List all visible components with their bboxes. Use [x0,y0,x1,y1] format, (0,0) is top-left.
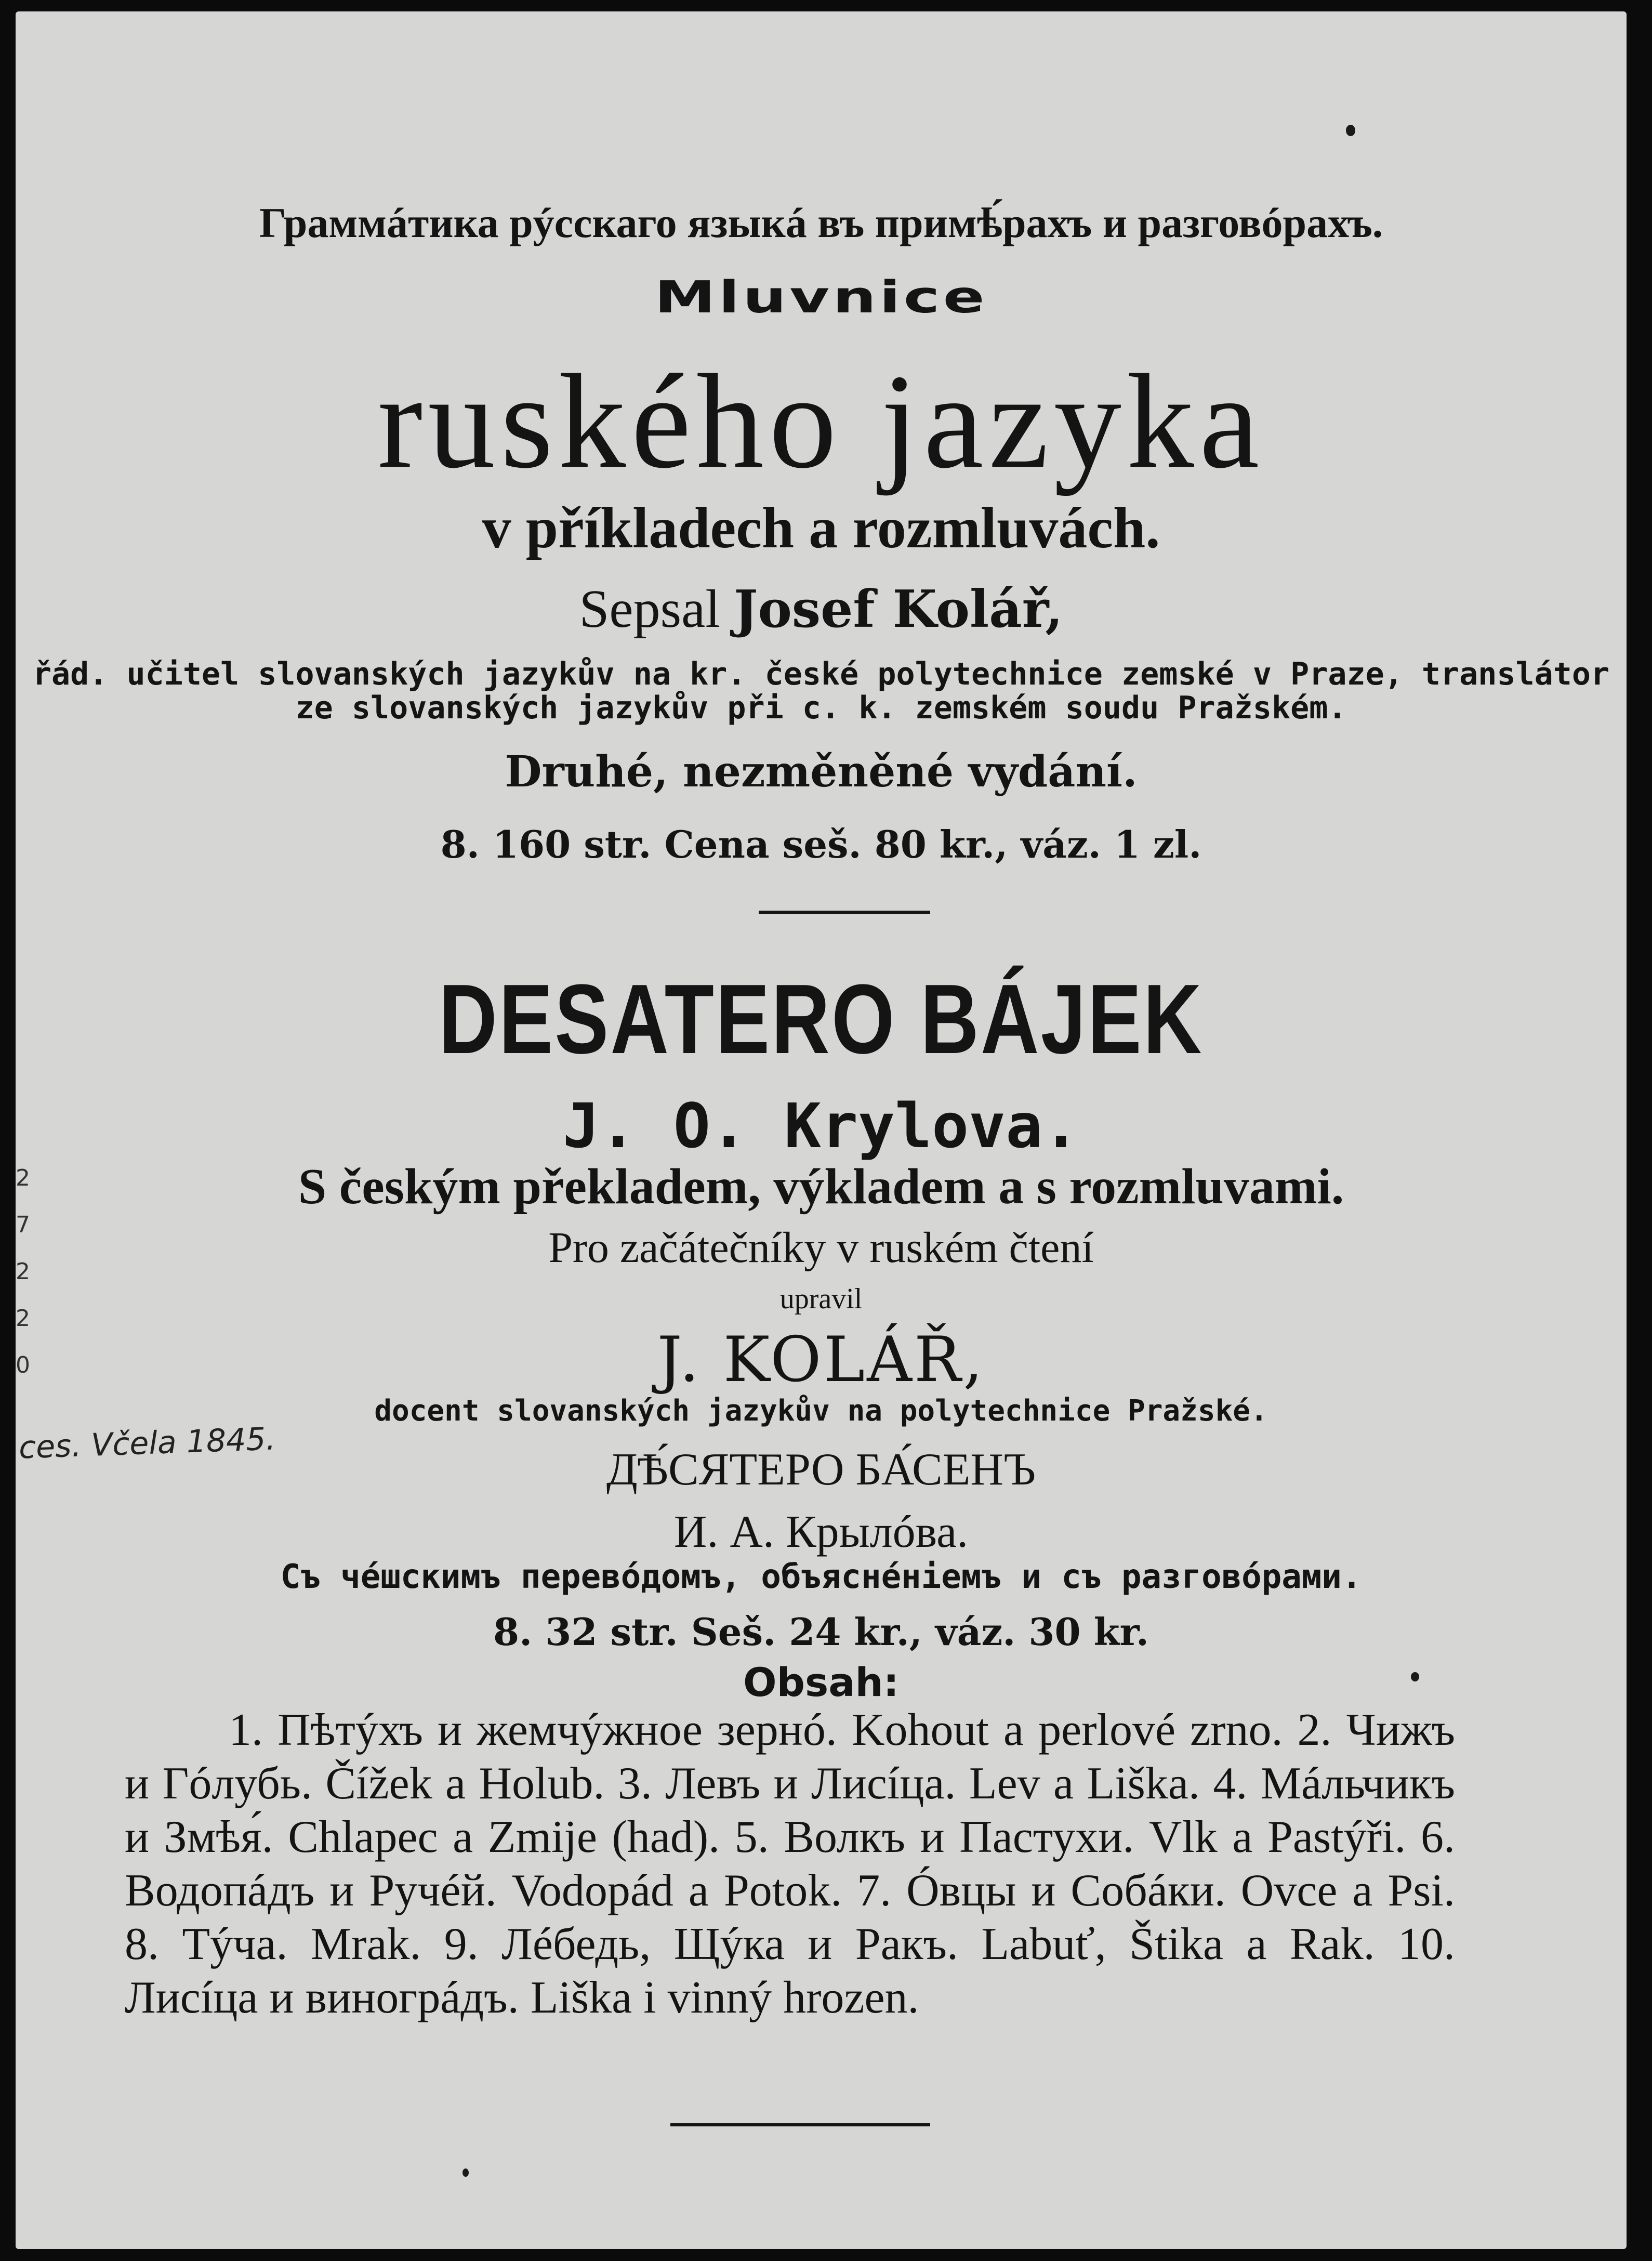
ink-speck [462,2168,469,2177]
book2-russian-title: ДѢ́СЯТЕРО БА́СЕНЪ [606,1444,1036,1495]
book1-author-desc-1: řád. učitel slovanských jazykův na kr. české polytechnice zemské v Praze, translátor [32,656,1610,692]
book1-price: 8. 160 str. Cena seš. 80 kr., váz. 1 zl. [440,822,1202,866]
russian-title: Граммáтика рýсскаго языкá въ примѣ́рахъ и разговóрахъ. [259,199,1383,246]
book2-author: J. O. Krylova. [562,1090,1080,1162]
book2-editor-desc: docent slovanských jazykův na polytechnice Pražské. [374,1394,1268,1428]
contents-text: 1. Пѣтýхъ и жемчýжное зернó. Kohout a perlové zrno. 2. Чижъ и Гóлубь. Čížek a Holub. 3. Левъ и Лисíца. Lev a Liška. 4. Мáльчикъ и Змѣя́. Chlapec a Zmije (had). 5. Волкъ и Пастухи. Vlk a Pastýři. 6. Водопáдъ и Ручéй. Vodopád a Potok. 7. Óвцы и Собáки. Ovce a Psi. 8. Тýча. Mrak. 9. Лéбедь, Щýка и Ракъ. Labuť, Štika a Rak. 10. Лисíца и виногрáдъ. Liška i vinný hrozen. [125,1705,1455,2023]
book1-author-line [16,578,1627,640]
divider [670,2123,930,2126]
book2-russian-author: И. А. Крылóва. [673,1507,969,1557]
book2-upravil: upravil [779,1283,863,1315]
book1-title-main: ruského jazyka [377,347,1265,496]
ink-speck [1346,125,1355,136]
book2-editor: J. KOLÁŘ, [657,1324,985,1396]
book2-title: DESATERO BÁJEK [439,964,1204,1074]
divider [759,911,930,914]
page [16,11,1627,2249]
book2-russian-subtitle: Съ чéшскимъ перевóдомъ, объяснéніемъ и съ разговóрами. [280,1558,1362,1596]
book1-author: Josef Kolář, [734,580,1063,639]
book2-price: 8. 32 str. Seš. 24 kr., váz. 30 kr. [493,1610,1149,1654]
book2-audience: Pro začátečníky v ruském čtení [548,1224,1094,1272]
book1-title-word: Mluvnice [654,271,988,323]
book2-subtitle: S českým překladem, výkladem a s rozmluvami. [298,1159,1344,1215]
book1-author-desc-2: ze slovanských jazykův při c. k. zemském soudu Pražském. [295,690,1347,726]
sepsal-label: Sepsal [579,579,721,639]
contents-heading: Obsah: [743,1659,900,1705]
book1-subtitle: v příkladech a rozmluvách. [482,496,1160,560]
margin-note: ces. Včela 1845. [18,1421,276,1466]
book1-edition: Druhé, nezměněné vydání. [505,747,1138,797]
edge-marks: 2 7 2 2 0 [16,1165,30,1378]
